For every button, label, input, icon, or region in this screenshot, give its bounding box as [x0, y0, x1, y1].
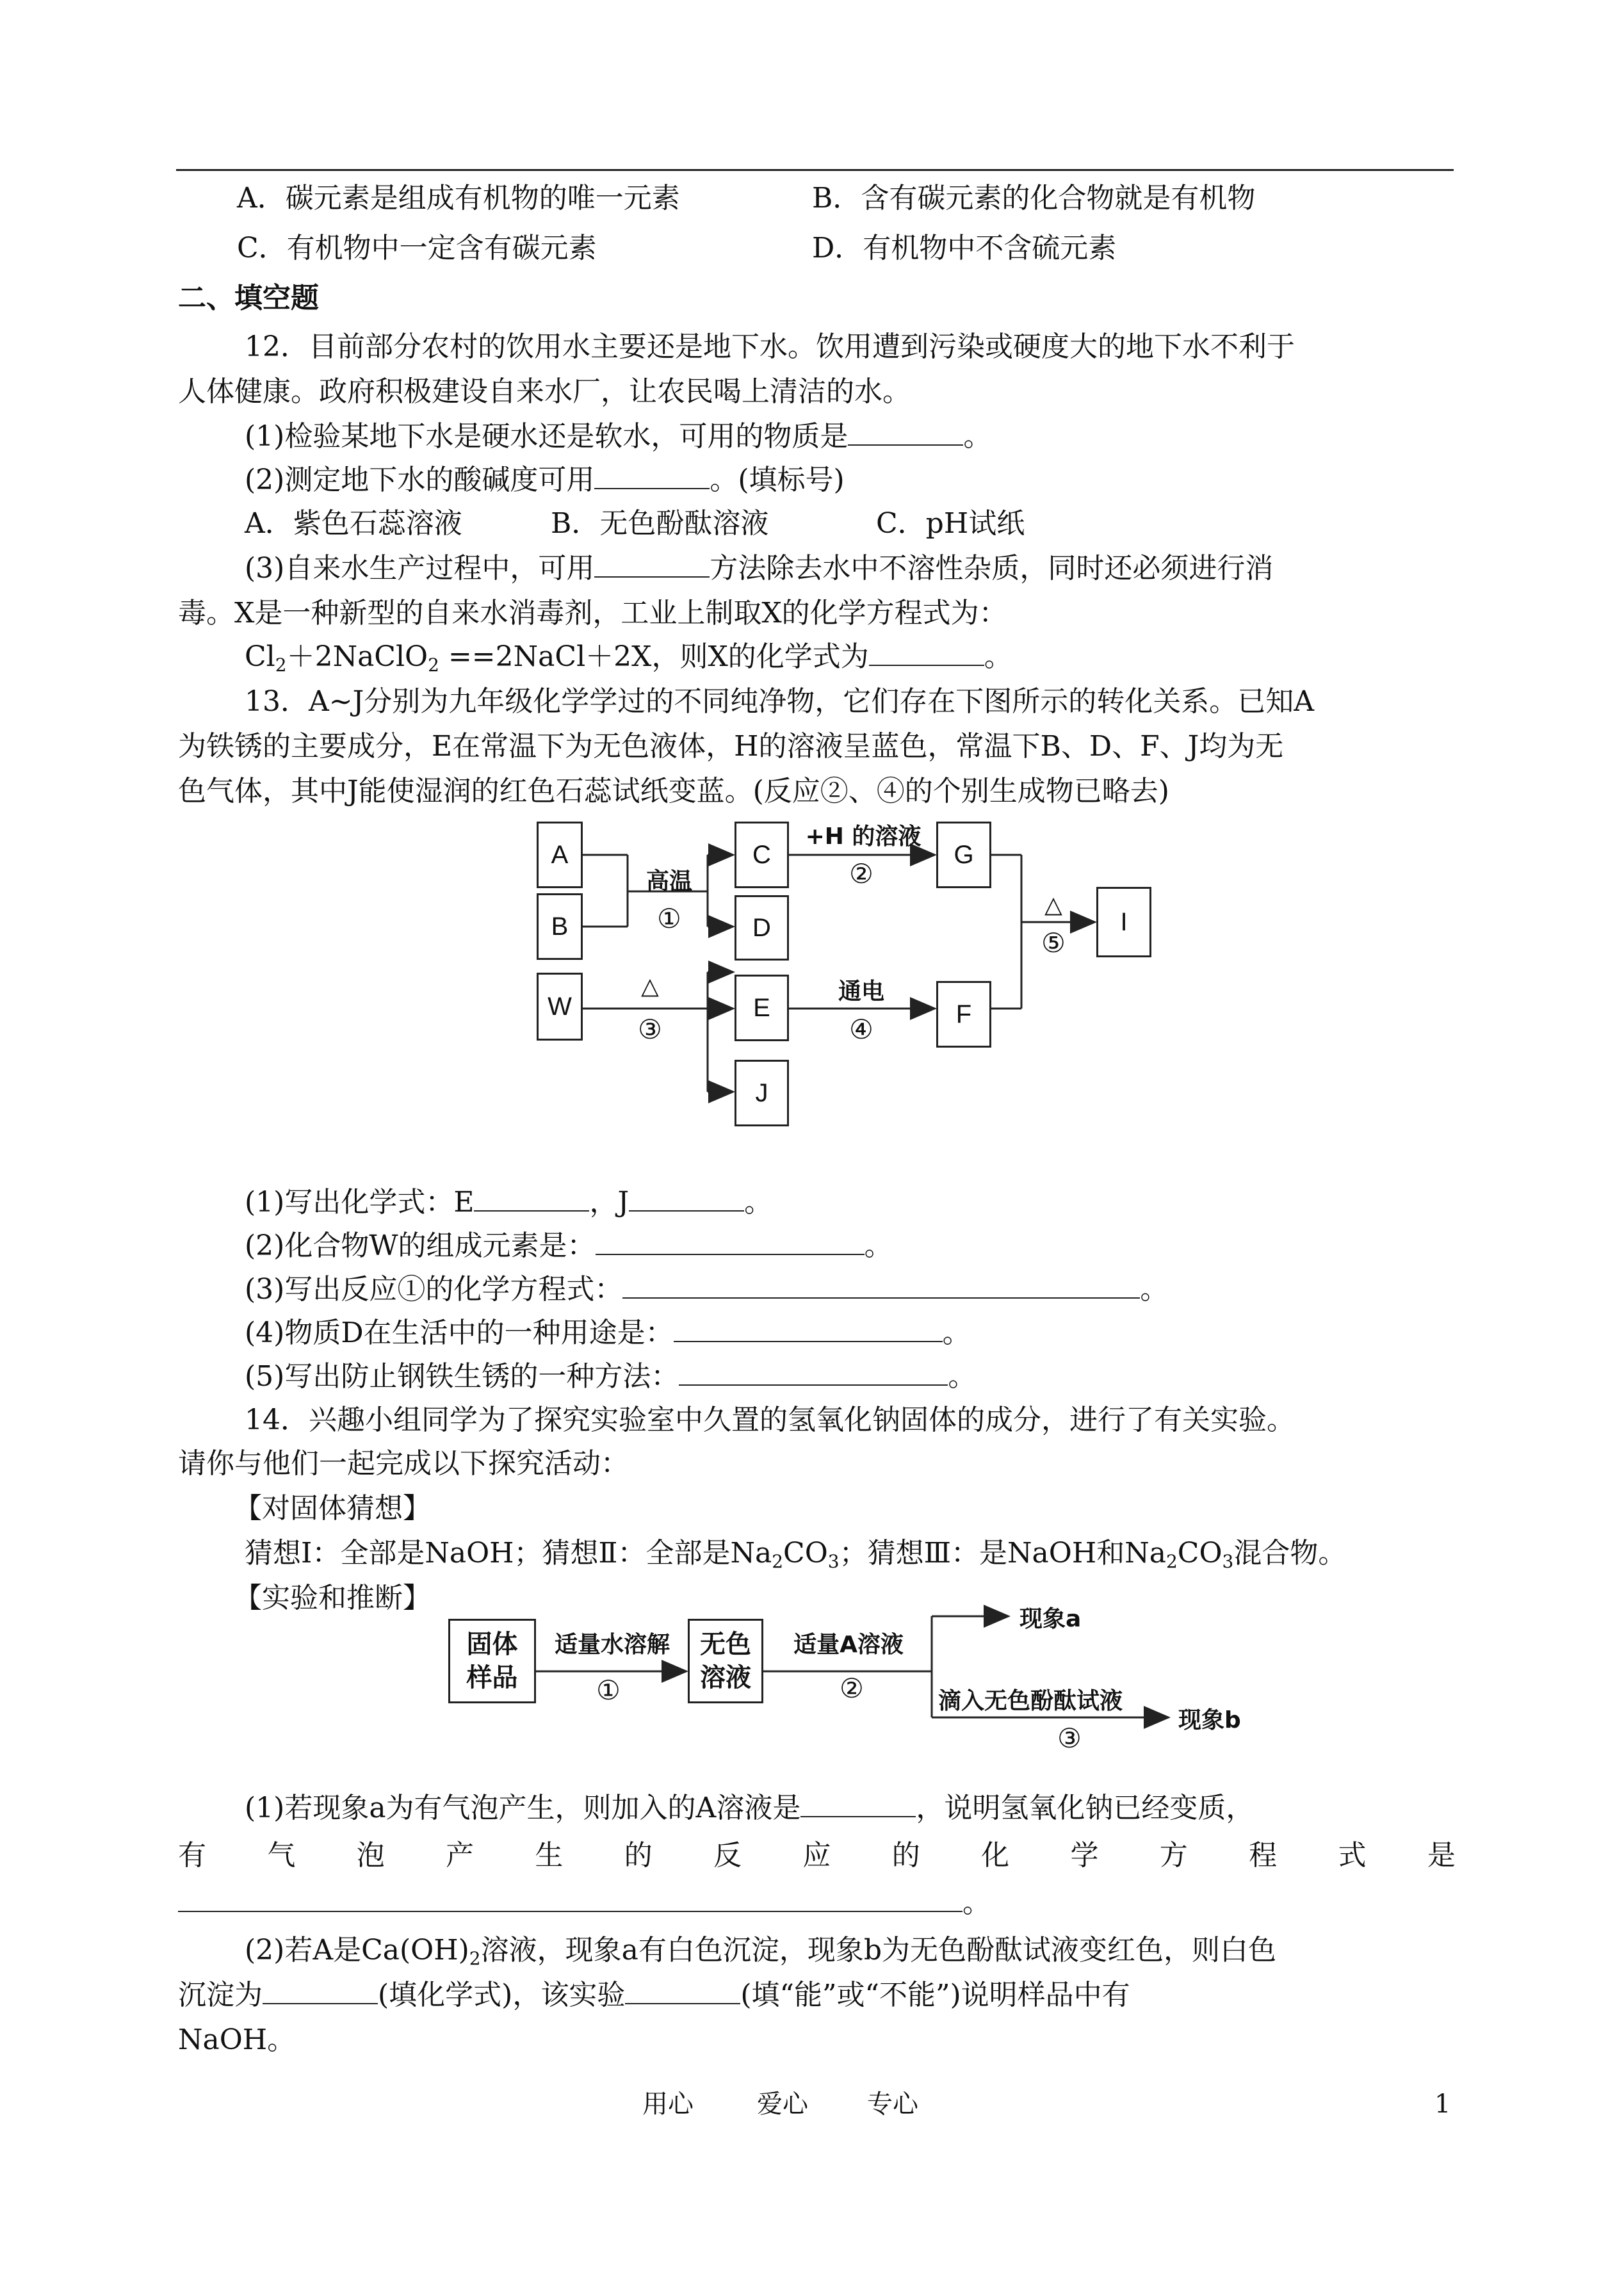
node-i: I: [1096, 887, 1151, 957]
q12-part3-line2: 毒。X是一种新型的自来水消毒剂，工业上制取X的化学方程式为：: [178, 597, 1007, 629]
q11-option-d: D．有机物中不含硫元素: [812, 232, 1117, 264]
q13-sub5: (5)写出防止钢铁生锈的一种方法： 。: [245, 1360, 977, 1393]
node-a: A: [537, 822, 583, 888]
label-dissolve: 适量水溶解: [554, 1632, 670, 1658]
label-step-1: ①: [596, 1675, 621, 1706]
q13-sub1: (1)写出化学式：E ，J 。: [245, 1186, 773, 1219]
label-reaction-2: ②: [849, 858, 873, 889]
node-w: W: [537, 973, 583, 1041]
label-high-temp: 高温: [646, 868, 692, 895]
q13-sub2: (2)化合物W的组成元素是： 。: [245, 1229, 893, 1262]
node-g: G: [936, 822, 991, 888]
q11-option-b: B．含有碳元素的化合物就是有机物: [812, 182, 1256, 215]
label-phenomenon-b: 现象b: [1178, 1707, 1241, 1733]
q13-line2: 为铁锈的主要成分，E在常温下为无色液体，H的溶液呈蓝色，常温下B、D、F、J均为无: [178, 730, 1284, 763]
label-electrolysis: 通电: [838, 978, 884, 1005]
label-phenomenon-a: 现象a: [1019, 1606, 1082, 1632]
q12-line1: 12．目前部分农村的饮用水主要还是地下水。饮用遭到污染或硬度大的地下水不利于: [245, 330, 1295, 363]
q12-equation: $Cl_2+2NaClO_2$ ==2NaCl＋2X，则X的化学式为 。: [245, 640, 1012, 676]
q12-line2: 人体健康。政府积极建设自来水厂，让农民喝上清洁的水。: [178, 375, 911, 408]
q14-part1-spread: 有 气 泡 产 生 的 反 应 的 化 学 方 程 式 是: [178, 1839, 1456, 1872]
footer-motto-2: 爱心: [757, 2089, 808, 2119]
q14-part1: (1)若现象a为有气泡产生，则加入的A溶液是 ，说明氢氧化钠已经变质，: [245, 1792, 1255, 1824]
label-step-3: ③: [1057, 1723, 1082, 1754]
box-solid-sample: 固体 样品: [448, 1619, 536, 1703]
label-reaction-4: ④: [849, 1014, 873, 1045]
answer-blank[interactable]: [178, 1885, 962, 1912]
section-title: 二、填空题: [178, 282, 319, 314]
label-reaction-1: ①: [657, 903, 681, 934]
q13-line3: 色气体，其中J能使湿润的红色石蕊试纸变蓝。(反应②、④的个别生成物已略去): [178, 775, 1169, 807]
q14-part1-equation: 。: [178, 1884, 991, 1922]
answer-blank[interactable]: [625, 1977, 740, 2004]
footer-motto-3: 专心: [867, 2089, 918, 2119]
q14-part2: (2)若A是$Ca(OH)_2$溶液，现象a有白色沉淀，现象b为无色酚酞试液变红色，则白色: [245, 1934, 1277, 1969]
q12-part2: (2)测定地下水的酸碱度可用 。(填标号): [245, 464, 845, 496]
label-reaction-5: ⑤: [1041, 927, 1066, 959]
label-add-phenolphthalein: 滴入无色酚酞试液: [938, 1688, 1123, 1714]
node-e: E: [735, 975, 789, 1041]
q14-heading-experiment: 【实验和推断】: [234, 1582, 431, 1614]
q14-hypotheses: 猜想Ⅰ：全部是NaOH；猜想Ⅱ：全部是$Na_2CO_3$；猜想Ⅲ：是NaOH和$Na_2CO_3$混合物。: [245, 1537, 1347, 1572]
answer-blank[interactable]: [800, 1790, 916, 1817]
q13-line1: 13．A~J分别为九年级化学学过的不同纯净物，它们存在下图所示的转化关系。已知A: [245, 685, 1315, 718]
q11-option-a: A．碳元素是组成有机物的唯一元素: [237, 182, 680, 215]
q14-heading-hypothesis: 【对固体猜想】: [234, 1492, 431, 1525]
q12-part1: (1)检验某地下水是硬水还是软水，可用的物质是 。: [245, 420, 992, 453]
box-colorless-solution: 无色 溶液: [688, 1619, 763, 1703]
q13-sub4: (4)物质D在生活中的一种用途是： 。: [245, 1317, 971, 1349]
footer-motto-1: 用心: [642, 2089, 694, 2119]
label-add-a: 适量A溶液: [793, 1632, 904, 1658]
label-delta-w: △: [641, 973, 659, 1000]
node-f: F: [936, 981, 991, 1048]
node-d: D: [735, 895, 789, 961]
answer-blank[interactable]: [263, 1977, 378, 2004]
label-reaction-3: ③: [638, 1014, 662, 1045]
label-h-solution: +H 的溶液: [805, 823, 922, 850]
q13-sub3: (3)写出反应①的化学方程式： 。: [245, 1273, 1169, 1306]
page-number: 1: [1434, 2089, 1451, 2119]
node-c: C: [735, 822, 789, 888]
q14-part2-line3: NaOH。: [178, 2023, 296, 2056]
q12-choice-a: A．紫色石蕊溶液: [245, 507, 462, 540]
q12-choice-c: C．pH试纸: [876, 507, 1025, 540]
q11-option-c: C．有机物中一定含有碳元素: [237, 232, 597, 264]
node-j: J: [735, 1060, 789, 1126]
node-b: B: [537, 893, 583, 960]
q14-line1: 14．兴趣小组同学为了探究实验室中久置的氢氧化钠固体的成分，进行了有关实验。: [245, 1404, 1295, 1436]
label-delta-i: △: [1044, 892, 1062, 918]
q14-line2: 请你与他们一起完成以下探究活动：: [178, 1447, 629, 1480]
q12-part3: (3)自来水生产过程中，可用 方法除去水中不溶性杂质，同时还必须进行消: [245, 552, 1274, 585]
label-step-2: ②: [840, 1673, 864, 1704]
q14-part2-line2: 沉淀为 (填化学式)，该实验 (填“能”或“不能”)说明样品中有: [178, 1979, 1130, 2011]
q12-choice-b: B．无色酚酞溶液: [551, 507, 769, 540]
